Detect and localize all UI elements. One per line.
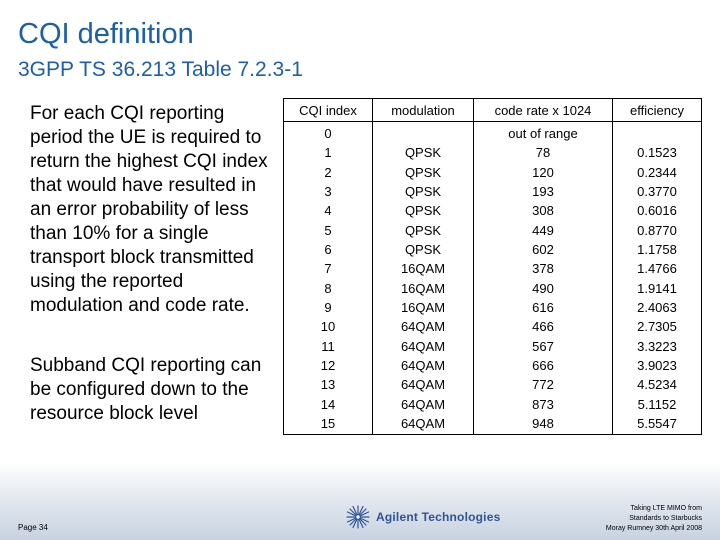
footer-note-line: Standards to Starbucks: [629, 515, 702, 522]
cqi-table: [283, 98, 702, 435]
cell-modulation: QPSK: [404, 222, 442, 238]
footer-note-line: Taking LTE MIMO from: [630, 505, 702, 512]
header-efficiency: efficiency: [613, 99, 702, 122]
cell-code-rate: 120: [532, 164, 554, 180]
cell-cqi-index: 0: [324, 126, 332, 141]
cell-cqi-index: 7: [324, 261, 332, 277]
cell-cqi-index: 1: [324, 145, 332, 161]
logo-text: Agilent Technologies: [376, 510, 501, 524]
cell-cqi-index: 13: [320, 377, 336, 393]
cell-efficiency: 5.5547: [637, 416, 677, 432]
cell-modulation: [373, 124, 473, 143]
cell-code-rate: 666: [532, 358, 554, 374]
cell-efficiency: 3.3223: [637, 338, 677, 354]
header-cqi-index: CQI index: [284, 99, 373, 122]
cell-modulation: 16QAM: [400, 261, 446, 277]
cell-modulation: 64QAM: [400, 377, 446, 393]
cell-modulation: 64QAM: [400, 396, 446, 412]
cell-efficiency: 0.6016: [637, 203, 677, 219]
cell-modulation: 16QAM: [400, 280, 446, 296]
cell-code-rate: 466: [532, 319, 554, 335]
body-paragraph-cqi-reporting: For each CQI reporting period the UE is required to return the highest CQI index that would have resulted in an error probability of less than 10% for a single transport block transmitted using the reported modulation and code rate.: [30, 103, 268, 316]
cell-modulation: 64QAM: [400, 358, 446, 374]
cell-cqi-index: 4: [324, 203, 332, 219]
table-body-row: [284, 122, 702, 435]
cell-efficiency: 0.3770: [637, 184, 677, 200]
cell-efficiency: 1.1758: [637, 242, 677, 258]
cell-code-rate: 449: [532, 222, 554, 238]
cell-modulation: 64QAM: [400, 319, 446, 335]
cell-code-rate: 873: [532, 396, 554, 412]
column-code-rate: [474, 122, 613, 435]
cell-efficiency: [613, 124, 701, 143]
cell-code-rate: 567: [532, 338, 554, 354]
cell-cqi-index: 11: [321, 338, 335, 354]
footer-note-line: Moray Rumney 30th April 2008: [605, 525, 702, 532]
cell-cqi-index: 12: [320, 358, 336, 374]
cell-code-rate: 308: [532, 203, 554, 219]
slide-title: CQI definition: [18, 18, 194, 50]
cell-code-rate: 193: [532, 184, 554, 200]
cell-modulation: QPSK: [404, 164, 442, 180]
cell-modulation: 64QAM: [400, 416, 446, 432]
cell-modulation: 64QAM: [400, 338, 446, 354]
cell-code-rate: 948: [532, 416, 554, 432]
cell-cqi-index: 14: [320, 396, 336, 412]
cell-efficiency: 0.2344: [637, 164, 677, 180]
cell-efficiency: 5.1152: [637, 396, 677, 412]
cell-cqi-index: 15: [320, 416, 336, 432]
cell-efficiency: 2.4063: [637, 300, 677, 316]
cell-modulation: QPSK: [404, 145, 442, 161]
column-cqi-index: [284, 122, 373, 435]
header-modulation: modulation: [373, 99, 474, 122]
column-modulation: [373, 122, 474, 435]
page-number: Page 34: [18, 523, 48, 532]
cell-code-rate: 602: [532, 242, 554, 258]
cell-cqi-index: 10: [320, 319, 336, 335]
cell-modulation: 16QAM: [400, 300, 446, 316]
footer-note: [606, 504, 702, 534]
body-paragraph-subband: Subband CQI reporting can be configured down to the resource block level: [30, 355, 262, 424]
cell-code-rate: 616: [532, 300, 554, 316]
cell-efficiency: 4.5234: [637, 377, 677, 393]
cell-cqi-index: 5: [324, 222, 332, 238]
agilent-logo: [346, 505, 500, 529]
cell-efficiency: 0.8770: [637, 222, 677, 238]
cell-code-rate: 378: [532, 261, 554, 277]
cell-cqi-index: 2: [324, 164, 332, 180]
slide-subtitle: 3GPP TS 36.213 Table 7.2.3-1: [18, 58, 303, 81]
cell-code-rate: out of range: [508, 126, 578, 141]
cell-code-rate: 78: [535, 145, 551, 161]
cell-modulation: QPSK: [404, 242, 442, 258]
cell-efficiency: 1.4766: [637, 261, 677, 277]
cell-code-rate: 772: [532, 377, 554, 393]
cell-efficiency: 2.7305: [637, 319, 677, 335]
table-header-row: [284, 99, 702, 122]
cell-cqi-index: 3: [324, 184, 332, 200]
cell-cqi-index: 9: [324, 300, 332, 316]
cell-efficiency: 1.9141: [637, 280, 677, 296]
agilent-spark-icon: [346, 505, 370, 529]
header-code-rate: code rate x 1024: [474, 99, 613, 122]
cell-cqi-index: 8: [324, 280, 332, 296]
cell-cqi-index: 6: [324, 242, 332, 258]
cell-modulation: QPSK: [404, 184, 442, 200]
cell-efficiency: 3.9023: [637, 358, 677, 374]
cell-modulation: QPSK: [404, 203, 442, 219]
cell-efficiency: 0.1523: [637, 145, 677, 161]
cell-code-rate: 490: [532, 280, 554, 296]
column-efficiency: [613, 122, 702, 435]
